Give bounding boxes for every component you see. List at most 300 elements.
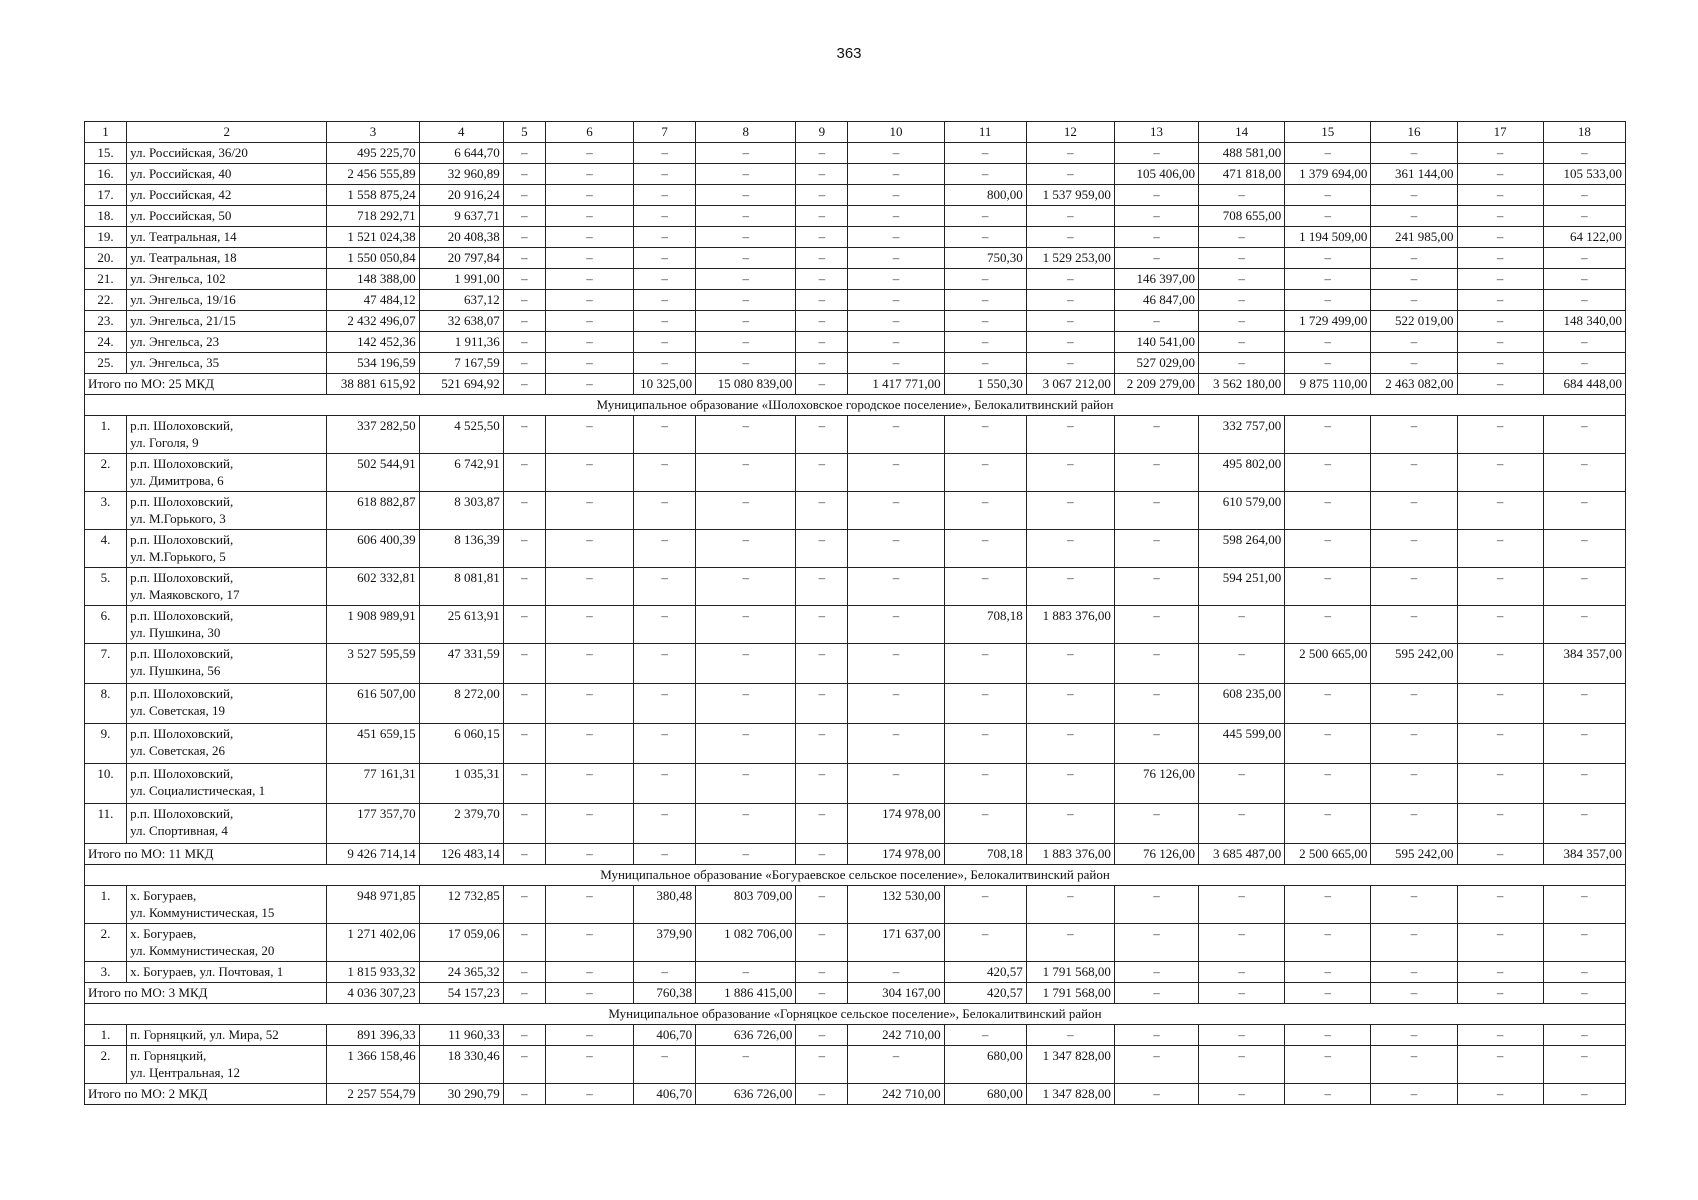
value-cell: –: [1026, 492, 1114, 530]
value-cell: –: [503, 185, 545, 206]
value-cell: 616 507,00: [327, 684, 419, 724]
value-cell: –: [796, 353, 848, 374]
value-cell: –: [1285, 248, 1371, 269]
header-row: [85, 122, 1626, 143]
value-cell: –: [1026, 764, 1114, 804]
table-row: [85, 1046, 1626, 1084]
total-value: –: [1285, 983, 1371, 1004]
value-cell: –: [848, 492, 944, 530]
value-cell: –: [634, 644, 696, 684]
value-cell: –: [696, 227, 796, 248]
total-value: 420,57: [944, 983, 1026, 1004]
value-cell: –: [944, 924, 1026, 962]
value-cell: –: [1457, 764, 1543, 804]
table-row: [85, 290, 1626, 311]
value-cell: –: [1457, 227, 1543, 248]
value-cell: –: [944, 206, 1026, 227]
section-row: [85, 865, 1626, 886]
value-cell: –: [545, 606, 633, 644]
value-cell: 148 340,00: [1543, 311, 1625, 332]
value-cell: –: [1199, 227, 1285, 248]
value-cell: –: [1285, 332, 1371, 353]
value-cell: –: [1543, 185, 1625, 206]
value-cell: –: [545, 454, 633, 492]
value-cell: –: [1026, 353, 1114, 374]
value-cell: 6 060,15: [419, 724, 503, 764]
value-cell: –: [944, 804, 1026, 844]
value-cell: –: [634, 143, 696, 164]
total-value: 2 500 665,00: [1285, 844, 1371, 865]
value-cell: –: [944, 492, 1026, 530]
value-cell: –: [1285, 143, 1371, 164]
value-cell: –: [1285, 606, 1371, 644]
section-row: [85, 395, 1626, 416]
row-number: 15.: [85, 143, 127, 164]
value-cell: –: [1457, 962, 1543, 983]
column-header: 3: [327, 122, 419, 143]
value-cell: 420,57: [944, 962, 1026, 983]
value-cell: –: [696, 206, 796, 227]
value-cell: –: [503, 684, 545, 724]
value-cell: –: [545, 269, 633, 290]
value-cell: –: [944, 644, 1026, 684]
value-cell: –: [545, 764, 633, 804]
total-value: –: [503, 374, 545, 395]
address-cell: ул. Российская, 40: [127, 164, 327, 185]
value-cell: 680,00: [944, 1046, 1026, 1084]
value-cell: –: [696, 311, 796, 332]
value-cell: 242 710,00: [848, 1025, 944, 1046]
total-value: –: [503, 1084, 545, 1105]
value-cell: –: [848, 454, 944, 492]
value-cell: 32 638,07: [419, 311, 503, 332]
value-cell: –: [944, 530, 1026, 568]
table-row: [85, 269, 1626, 290]
value-cell: –: [1026, 804, 1114, 844]
total-value: 4 036 307,23: [327, 983, 419, 1004]
total-value: –: [1199, 1084, 1285, 1105]
value-cell: –: [1457, 606, 1543, 644]
value-cell: –: [1371, 684, 1457, 724]
value-cell: –: [1026, 1025, 1114, 1046]
total-value: 1 550,30: [944, 374, 1026, 395]
row-number: 2.: [85, 454, 127, 492]
value-cell: –: [1543, 804, 1625, 844]
value-cell: –: [503, 530, 545, 568]
total-value: –: [1457, 374, 1543, 395]
value-cell: –: [1371, 804, 1457, 844]
total-value: –: [796, 1084, 848, 1105]
row-number: 25.: [85, 353, 127, 374]
total-value: 15 080 839,00: [696, 374, 796, 395]
value-cell: –: [1543, 962, 1625, 983]
value-cell: –: [944, 332, 1026, 353]
total-value: –: [634, 844, 696, 865]
value-cell: –: [696, 269, 796, 290]
value-cell: 76 126,00: [1114, 764, 1198, 804]
address-cell: ул. Театральная, 14: [127, 227, 327, 248]
value-cell: –: [1457, 269, 1543, 290]
value-cell: –: [503, 924, 545, 962]
value-cell: –: [545, 924, 633, 962]
value-cell: –: [848, 332, 944, 353]
address-cell: р.п. Шолоховский, ул. Пушкина, 56: [127, 644, 327, 684]
value-cell: 47 331,59: [419, 644, 503, 684]
value-cell: –: [1543, 269, 1625, 290]
value-cell: 451 659,15: [327, 724, 419, 764]
value-cell: –: [545, 568, 633, 606]
value-cell: –: [796, 684, 848, 724]
value-cell: –: [1114, 1025, 1198, 1046]
value-cell: –: [796, 568, 848, 606]
value-cell: –: [848, 962, 944, 983]
value-cell: –: [796, 804, 848, 844]
row-number: 22.: [85, 290, 127, 311]
value-cell: –: [634, 606, 696, 644]
value-cell: –: [1457, 454, 1543, 492]
value-cell: –: [503, 606, 545, 644]
column-header: 2: [127, 122, 327, 143]
table-row: [85, 332, 1626, 353]
value-cell: –: [545, 290, 633, 311]
value-cell: –: [796, 143, 848, 164]
value-cell: –: [848, 568, 944, 606]
value-cell: –: [1285, 1046, 1371, 1084]
value-cell: –: [848, 644, 944, 684]
total-value: –: [796, 374, 848, 395]
total-value: 760,38: [634, 983, 696, 1004]
value-cell: 20 797,84: [419, 248, 503, 269]
value-cell: 12 732,85: [419, 886, 503, 924]
value-cell: –: [1543, 206, 1625, 227]
table-row: [85, 568, 1626, 606]
value-cell: –: [545, 804, 633, 844]
total-value: –: [1285, 1084, 1371, 1105]
value-cell: –: [1457, 684, 1543, 724]
value-cell: –: [848, 416, 944, 454]
value-cell: –: [1114, 568, 1198, 606]
address-cell: ул. Энгельса, 19/16: [127, 290, 327, 311]
value-cell: –: [796, 962, 848, 983]
row-number: 1.: [85, 1025, 127, 1046]
value-cell: –: [634, 764, 696, 804]
value-cell: 1 082 706,00: [696, 924, 796, 962]
value-cell: –: [1026, 684, 1114, 724]
value-cell: –: [1285, 454, 1371, 492]
value-cell: –: [503, 206, 545, 227]
value-cell: –: [1371, 332, 1457, 353]
value-cell: 174 978,00: [848, 804, 944, 844]
value-cell: 636 726,00: [696, 1025, 796, 1046]
total-value: 3 067 212,00: [1026, 374, 1114, 395]
value-cell: –: [634, 332, 696, 353]
value-cell: –: [545, 724, 633, 764]
value-cell: –: [696, 185, 796, 206]
value-cell: –: [1543, 248, 1625, 269]
value-cell: –: [1114, 227, 1198, 248]
value-cell: –: [545, 530, 633, 568]
value-cell: –: [796, 248, 848, 269]
value-cell: –: [696, 416, 796, 454]
value-cell: –: [503, 644, 545, 684]
value-cell: –: [545, 962, 633, 983]
value-cell: –: [696, 1046, 796, 1084]
value-cell: 2 456 555,89: [327, 164, 419, 185]
total-value: 595 242,00: [1371, 844, 1457, 865]
value-cell: 718 292,71: [327, 206, 419, 227]
table-row: [85, 353, 1626, 374]
value-cell: –: [634, 248, 696, 269]
table-row: [85, 764, 1626, 804]
value-cell: –: [545, 164, 633, 185]
total-value: 2 209 279,00: [1114, 374, 1198, 395]
address-cell: р.п. Шолоховский, ул. М.Горького, 3: [127, 492, 327, 530]
value-cell: –: [1199, 1025, 1285, 1046]
value-cell: –: [944, 269, 1026, 290]
table-row: [85, 143, 1626, 164]
total-label: Итого по МО: 25 МКД: [85, 374, 327, 395]
row-number: 23.: [85, 311, 127, 332]
value-cell: –: [503, 311, 545, 332]
total-value: 3 562 180,00: [1199, 374, 1285, 395]
address-cell: р.п. Шолоховский, ул. Советская, 19: [127, 684, 327, 724]
row-number: 24.: [85, 332, 127, 353]
value-cell: –: [1114, 644, 1198, 684]
row-number: 7.: [85, 644, 127, 684]
value-cell: –: [796, 764, 848, 804]
table-row: [85, 248, 1626, 269]
value-cell: –: [1026, 332, 1114, 353]
value-cell: 637,12: [419, 290, 503, 311]
value-cell: –: [944, 684, 1026, 724]
address-cell: х. Богураев, ул. Коммунистическая, 20: [127, 924, 327, 962]
value-cell: 8 303,87: [419, 492, 503, 530]
value-cell: –: [634, 269, 696, 290]
table-row: [85, 724, 1626, 764]
value-cell: 1 537 959,00: [1026, 185, 1114, 206]
value-cell: 891 396,33: [327, 1025, 419, 1046]
row-number: 4.: [85, 530, 127, 568]
value-cell: –: [1371, 248, 1457, 269]
value-cell: –: [545, 206, 633, 227]
row-number: 8.: [85, 684, 127, 724]
value-cell: –: [1285, 353, 1371, 374]
value-cell: –: [503, 332, 545, 353]
value-cell: –: [848, 185, 944, 206]
value-cell: 32 960,89: [419, 164, 503, 185]
value-cell: 20 916,24: [419, 185, 503, 206]
row-number: 11.: [85, 804, 127, 844]
total-value: –: [545, 374, 633, 395]
value-cell: –: [1285, 1025, 1371, 1046]
column-header: 7: [634, 122, 696, 143]
value-cell: 495 802,00: [1199, 454, 1285, 492]
table-row: [85, 962, 1626, 983]
value-cell: –: [944, 227, 1026, 248]
row-number: 2.: [85, 924, 127, 962]
column-header: 15: [1285, 122, 1371, 143]
value-cell: –: [634, 684, 696, 724]
total-value: 9 875 110,00: [1285, 374, 1371, 395]
value-cell: –: [796, 227, 848, 248]
value-cell: –: [696, 454, 796, 492]
total-value: –: [1457, 983, 1543, 1004]
value-cell: –: [1026, 311, 1114, 332]
value-cell: –: [696, 568, 796, 606]
total-value: 242 710,00: [848, 1084, 944, 1105]
value-cell: –: [1543, 454, 1625, 492]
value-cell: –: [944, 143, 1026, 164]
address-cell: р.п. Шолоховский, ул. Спортивная, 4: [127, 804, 327, 844]
value-cell: 610 579,00: [1199, 492, 1285, 530]
total-value: 1 347 828,00: [1026, 1084, 1114, 1105]
value-cell: –: [696, 143, 796, 164]
value-cell: –: [1199, 606, 1285, 644]
value-cell: –: [1543, 1025, 1625, 1046]
value-cell: 337 282,50: [327, 416, 419, 454]
value-cell: –: [545, 248, 633, 269]
value-cell: 1 271 402,06: [327, 924, 419, 962]
value-cell: –: [1199, 185, 1285, 206]
value-cell: 140 541,00: [1114, 332, 1198, 353]
address-cell: р.п. Шолоховский, ул. Маяковского, 17: [127, 568, 327, 606]
value-cell: –: [1199, 764, 1285, 804]
value-cell: 6 644,70: [419, 143, 503, 164]
value-cell: –: [1371, 924, 1457, 962]
total-value: –: [1457, 844, 1543, 865]
value-cell: 25 613,91: [419, 606, 503, 644]
total-value: –: [1457, 1084, 1543, 1105]
total-value: –: [796, 983, 848, 1004]
value-cell: –: [545, 227, 633, 248]
value-cell: –: [634, 1046, 696, 1084]
value-cell: –: [1371, 454, 1457, 492]
value-cell: –: [848, 684, 944, 724]
total-value: 684 448,00: [1543, 374, 1625, 395]
table-row: [85, 227, 1626, 248]
value-cell: –: [796, 724, 848, 764]
value-cell: –: [1457, 530, 1543, 568]
value-cell: –: [503, 227, 545, 248]
row-number: 10.: [85, 764, 127, 804]
value-cell: –: [1457, 185, 1543, 206]
value-cell: 803 709,00: [696, 886, 796, 924]
value-cell: –: [1543, 924, 1625, 962]
value-cell: –: [1114, 206, 1198, 227]
value-cell: 1 883 376,00: [1026, 606, 1114, 644]
value-cell: 105 533,00: [1543, 164, 1625, 185]
value-cell: –: [1026, 530, 1114, 568]
value-cell: 379,90: [634, 924, 696, 962]
value-cell: –: [1457, 568, 1543, 606]
value-cell: 618 882,87: [327, 492, 419, 530]
value-cell: –: [1543, 568, 1625, 606]
value-cell: –: [634, 530, 696, 568]
total-value: 2 463 082,00: [1371, 374, 1457, 395]
total-value: –: [1114, 1084, 1198, 1105]
value-cell: –: [1543, 332, 1625, 353]
value-cell: 7 167,59: [419, 353, 503, 374]
value-cell: –: [634, 962, 696, 983]
value-cell: –: [696, 644, 796, 684]
row-number: 1.: [85, 886, 127, 924]
value-cell: –: [1543, 416, 1625, 454]
value-cell: –: [1371, 416, 1457, 454]
value-cell: –: [1114, 416, 1198, 454]
address-cell: ул. Энгельса, 35: [127, 353, 327, 374]
section-title: Муниципальное образование «Богураевское сельское поселение», Белокалитвинский район: [85, 865, 1626, 886]
address-cell: ул. Энгельса, 21/15: [127, 311, 327, 332]
value-cell: 148 388,00: [327, 269, 419, 290]
value-cell: –: [503, 886, 545, 924]
total-value: –: [1543, 983, 1625, 1004]
value-cell: 4 525,50: [419, 416, 503, 454]
total-value: 1 417 771,00: [848, 374, 944, 395]
value-cell: 8 081,81: [419, 568, 503, 606]
value-cell: 384 357,00: [1543, 644, 1625, 684]
total-value: –: [545, 844, 633, 865]
value-cell: –: [1457, 248, 1543, 269]
value-cell: –: [696, 764, 796, 804]
value-cell: 1 347 828,00: [1026, 1046, 1114, 1084]
total-value: 680,00: [944, 1084, 1026, 1105]
row-number: 2.: [85, 1046, 127, 1084]
value-cell: 1 550 050,84: [327, 248, 419, 269]
page-number: 363: [836, 45, 862, 62]
value-cell: –: [503, 568, 545, 606]
value-cell: –: [1285, 886, 1371, 924]
table-row: [85, 684, 1626, 724]
row-number: 1.: [85, 416, 127, 454]
value-cell: –: [848, 227, 944, 248]
value-cell: –: [1114, 804, 1198, 844]
value-cell: –: [1114, 886, 1198, 924]
value-cell: –: [944, 353, 1026, 374]
value-cell: 241 985,00: [1371, 227, 1457, 248]
value-cell: –: [1543, 724, 1625, 764]
value-cell: –: [1371, 606, 1457, 644]
value-cell: –: [503, 1046, 545, 1084]
value-cell: –: [1285, 684, 1371, 724]
address-cell: ул. Российская, 50: [127, 206, 327, 227]
value-cell: –: [1457, 804, 1543, 844]
value-cell: 177 357,70: [327, 804, 419, 844]
value-cell: –: [1114, 185, 1198, 206]
column-header: 16: [1371, 122, 1457, 143]
value-cell: –: [1371, 962, 1457, 983]
value-cell: –: [634, 804, 696, 844]
value-cell: –: [503, 164, 545, 185]
row-number: 3.: [85, 962, 127, 983]
column-header: 14: [1199, 122, 1285, 143]
value-cell: 77 161,31: [327, 764, 419, 804]
value-cell: 8 136,39: [419, 530, 503, 568]
value-cell: 606 400,39: [327, 530, 419, 568]
value-cell: –: [1285, 290, 1371, 311]
total-value: 2 257 554,79: [327, 1084, 419, 1105]
value-cell: –: [1371, 206, 1457, 227]
value-cell: 708 655,00: [1199, 206, 1285, 227]
value-cell: –: [796, 886, 848, 924]
value-cell: –: [1457, 206, 1543, 227]
value-cell: –: [1199, 886, 1285, 924]
column-header: 5: [503, 122, 545, 143]
value-cell: 171 637,00: [848, 924, 944, 962]
value-cell: –: [1114, 962, 1198, 983]
value-cell: –: [848, 311, 944, 332]
value-cell: 527 029,00: [1114, 353, 1198, 374]
table-row: [85, 924, 1626, 962]
